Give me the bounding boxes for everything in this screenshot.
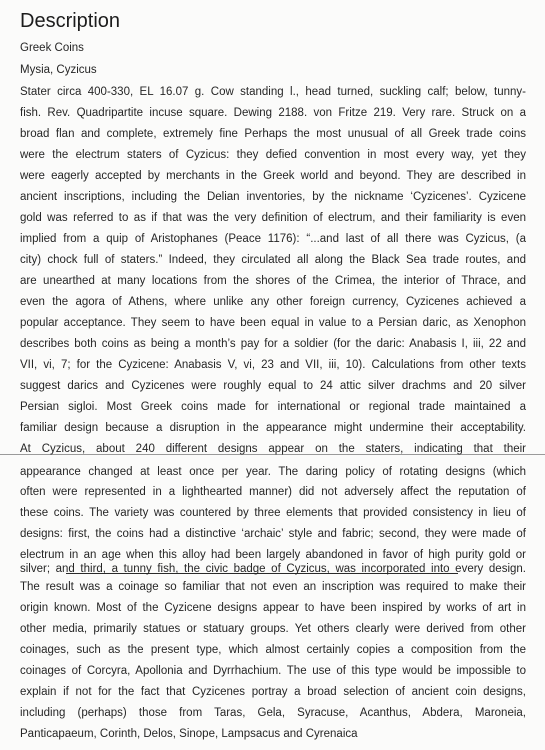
- description-line: The result was a coinage so familiar that not even an inscription was required to make their: [20, 581, 526, 593]
- description-line: gold was referred to as if that was the very definition of electrum, and their familiarity is even: [20, 212, 526, 224]
- description-line: VII, vi, 7; for the Cyzicene: Anabasis V, vi, 23 and VII, iii, 10). Calculations from other texts: [20, 359, 526, 371]
- description-line: describes both coins as being a month’s pay for a soldier (for the daric: Anabasis I, iii, 22 and: [20, 338, 526, 350]
- description-line: other media, primarily statues or statuary groups. Yet others clearly were derived from other: [20, 623, 526, 635]
- description-line: electrum in an age when this alloy had been largely abandoned in favor of high purity gold or: [20, 549, 526, 561]
- description-line: were the electrum staters of Cyzicus: they defied convention in most every way, yet they: [20, 149, 526, 161]
- description-line: were eagerly accepted by merchants in the Greek world and beyond. They are described in: [20, 170, 526, 182]
- description-line: popular acceptance. They seem to have been equal in value to a Persian daric, as Xenophon: [20, 317, 526, 329]
- description-line: coinages of Corcyra, Apollonia and Dyrrhachium. The use of this type would be impossible to: [20, 665, 526, 677]
- description-line: fish. Rev. Quadripartite incuse square. Dewing 2188. von Fritze 219. Very rare. Struck on a: [20, 107, 526, 119]
- description-line: appearance changed at least once per year. The daring policy of rotating designs (which: [20, 466, 526, 478]
- description-line: these coins. The variety was countered by three elements that provided consistency in lieu of: [20, 507, 526, 519]
- description-line: often were represented in a lighthearted manner) did not adversely affect the reputation of: [20, 486, 526, 498]
- page-title: Description: [20, 10, 121, 32]
- region-label: Mysia, Cyzicus: [20, 64, 97, 76]
- description-line: At Cyzicus, about 240 different designs appear on the staters, indicating that their: [20, 443, 526, 455]
- description-line: Persian sigloi. Most Greek coins made for international or regional trade maintained a: [20, 401, 526, 413]
- description-line: explain if not for the fact that Cyzicenes portray a broad selection of ancient coin designs,: [20, 686, 526, 698]
- description-line: ancient inscriptions, including the Delian inventories, by the nickname ‘Cyzicenes’. Cyzicene: [20, 191, 526, 203]
- description-line: broad flan and complete, extremely fine Perhaps the most unusual of all Greek trade coins: [20, 128, 526, 140]
- description-line: city) chock full of staters.” Indeed, they circulated all along the Black Sea trade routes, and: [20, 254, 526, 266]
- description-line: including (perhaps) those from Taras, Gela, Syracuse, Acanthus, Abdera, Maroneia,: [20, 707, 526, 719]
- description-line: suggest darics and Cyzicenes were roughly equal to 24 attic silver drachms and 20 silver: [20, 380, 526, 392]
- description-line: silver; and third, a tunny fish, the civic badge of Cyzicus, was incorporated into every design.: [20, 563, 526, 575]
- description-line: implied from a quip of Aristophanes (Peace 1176): “...and last of all there was Cyzicus, (a: [20, 233, 526, 245]
- category-label: Greek Coins: [20, 42, 84, 54]
- description-line: origin known. Most of the Cyzicene designs appear to have been inspired by works of art in: [20, 602, 526, 614]
- description-line: designs: first, the coins had a distinctive ‘archaic’ style and fabric; second, they were made of: [20, 528, 526, 540]
- description-line: Panticapaeum, Corinth, Delos, Sinope, Lampsacus and Cyrenaica: [20, 728, 358, 740]
- description-line: familiar design because a disruption in the appearance might undermine their acceptability.: [20, 422, 526, 434]
- description-line: coinages, such as the present type, which almost certainly copies a composition from the: [20, 644, 526, 656]
- description-line: Stater circa 400-330, EL 16.07 g. Cow standing l., head turned, suckling calf; below, tunny-: [20, 86, 526, 98]
- description-line: even the agora of Athens, where unlike any other foreign currency, Cyzicenes achieved a: [20, 296, 526, 308]
- description-line: are unearthed at many locations from the shores of the Crimea, the interior of Thrace, and: [20, 275, 526, 287]
